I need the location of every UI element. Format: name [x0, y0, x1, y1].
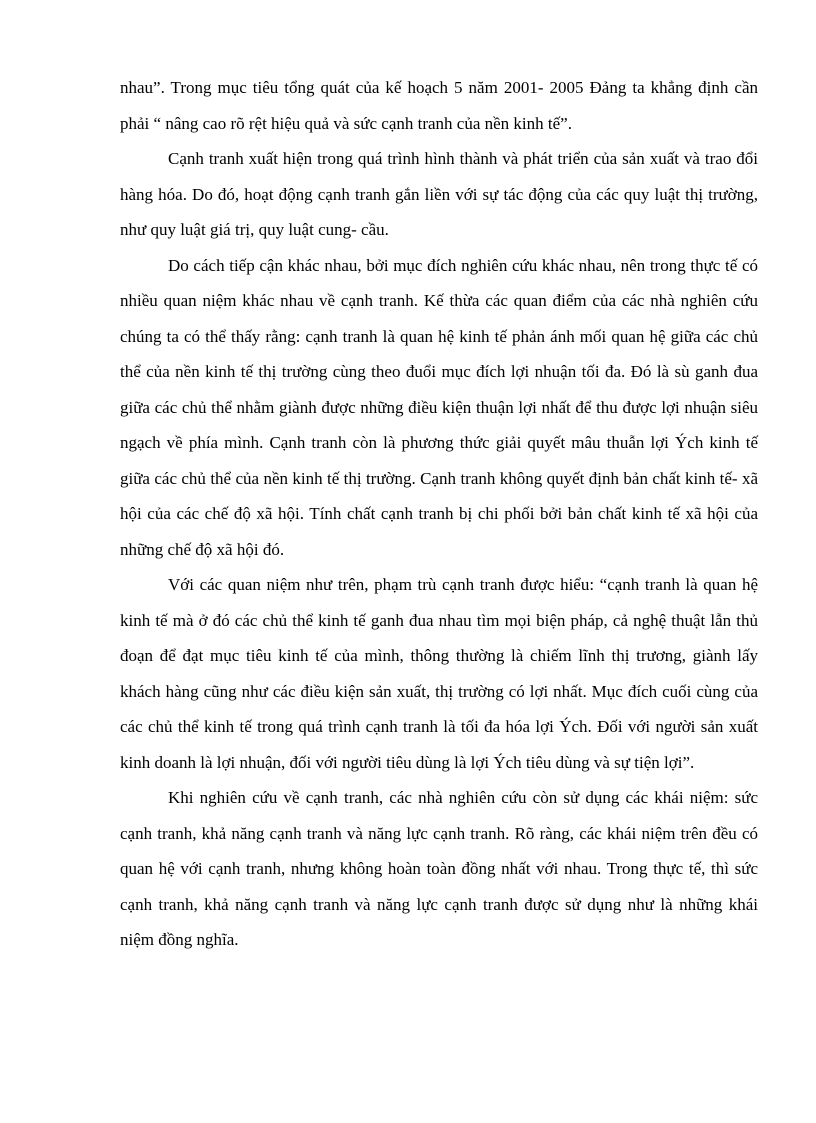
paragraph-competition-definition: Với các quan niệm như trên, phạm trù cạnh tranh được hiểu: “cạnh tranh là quan hệ kinh tế mà ở đó các chủ thể kinh tế ganh đua nhau tìm mọi biện pháp, cả nghệ thuật lẫn thủ đoạn để đạt mục tiêu kinh tế của mình, thông thường là chiếm lĩnh thị trương, giành lấy khách hàng cũng như các điều kiện sản xuất, thị trường có lợi nhất. Mục đích cuối cùng của các chủ thể kinh tế trong quá trình cạnh tranh là tối đa hóa lợi Ých. Đối với người sản xuất kinh doanh là lợi nhuận, đối với người tiêu dùng là lợi Ých tiêu dùng và sự tiện lợi”.	[120, 575, 758, 772]
paragraph-competition-origin: Cạnh tranh xuất hiện trong quá trình hình thành và phát triển của sản xuất và trao đổi hàng hóa. Do đó, hoạt động cạnh tranh gắn liền với sự tác động của các quy luật thị trường, như quy luật giá trị, quy luật cung- cầu.	[120, 149, 758, 239]
paragraph-competition-concepts: Do cách tiếp cận khác nhau, bởi mục đích nghiên cứu khác nhau, nên trong thực tế có nhiều quan niệm khác nhau về cạnh tranh. Kế thừa các quan điểm của các nhà nghiên cứu chúng ta có thể thấy rằng: cạnh tranh là quan hệ kinh tế phản ánh mối quan hệ giữa các chủ thể của nền kinh tế thị trường cùng theo đuổi mục đích lợi nhuận tối đa. Đó là sù ganh đua giữa các chủ thể nhằm giành được những điều kiện thuận lợi nhất để thu được lợi nhuận siêu ngạch về phía mình. Cạnh tranh còn là phương thức giải quyết mâu thuẫn lợi Ých kinh tế giữa các chủ thể của nền kinh tế thị trường. Cạnh tranh không quyết định bản chất kinh tế- xã hội của các chế độ xã hội. Tính chất cạnh tranh bị chi phối bởi bản chất kinh tế xã hội của những chế độ xã hội đó.	[120, 255, 758, 559]
document-body	[120, 70, 758, 958]
paragraph-continuation: nhau”. Trong mục tiêu tổng quát của kế hoạch 5 năm 2001- 2005 Đảng ta khẳng định cần phải “ nâng cao rõ rệt hiệu quả và sức cạnh tranh của nền kinh tế”.	[120, 78, 758, 133]
paragraph-competitiveness-terms: Khi nghiên cứu về cạnh tranh, các nhà nghiên cứu còn sử dụng các khái niệm: sức cạnh tranh, khả năng cạnh tranh và năng lực cạnh tranh. Rõ ràng, các khái niệm trên đều có quan hệ với cạnh tranh, nhưng không hoàn toàn đồng nhất với nhau. Trong thực tế, thì sức cạnh tranh, khả năng cạnh tranh và năng lực cạnh tranh được sử dụng như là những khái niệm đồng nghĩa.	[120, 788, 758, 949]
